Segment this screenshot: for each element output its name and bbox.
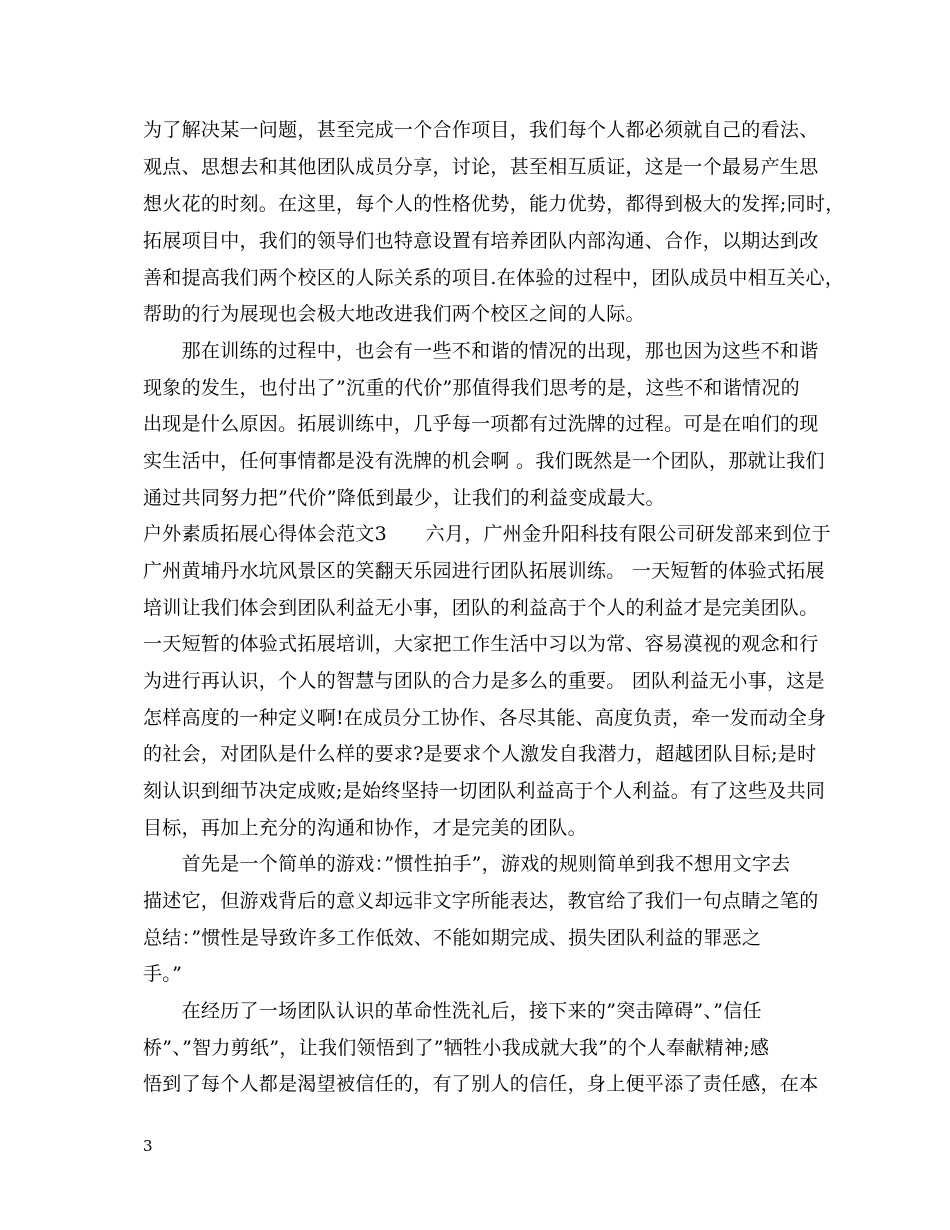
text-line: 现象的发生，也付出了”沉重的代价”那值得我们思考的是，这些不和谐情况的 xyxy=(143,377,800,399)
text-line: 培训让我们体会到团队利益无小事，团队的利益高于个人的利益才是完美团队。 xyxy=(143,597,819,619)
text-line: 在经历了一场团队认识的革命性洗礼后，接下来的”突击障碍”、”信任 xyxy=(143,1000,762,1022)
text-line: 总结：”惯性是导致许多工作低效、不能如期完成、损失团队利益的罪恶之 xyxy=(143,927,762,949)
text-line: 出现是什么原因。拓展训练中，几乎每一项都有过洗牌的过程。可是在咱们的现 xyxy=(143,413,819,435)
text-line: 首先是一个简单的游戏：”惯性拍手”，游戏的规则简单到我不想用文字去 xyxy=(143,853,791,875)
text-line: 实生活中，任何事情都是没有洗牌的机会啊 。我们既然是一个团队，那就让我们 xyxy=(143,450,825,472)
text-line: 为了解决某一问题，甚至完成一个合作项目，我们每个人都必须就自己的看法、 xyxy=(143,119,819,141)
text-line: 想火花的时刻。在这里，每个人的性格优势，能力优势，都得到极大的发挥;同时， xyxy=(143,193,845,215)
text-line: 拓展项目中，我们的领导们也特意设置有培养团队内部沟通、合作，以期达到改 xyxy=(143,230,819,252)
text-line: 帮助的行为展现也会极大地改进我们两个校区之间的人际。 xyxy=(143,303,645,325)
text-line: 广州黄埔丹水坑风景区的笑翻天乐园进行团队拓展训练。 一天短暂的体验式拓展 xyxy=(143,560,825,582)
page-number: 3 xyxy=(143,1137,153,1155)
text-line: 一天短暂的体验式拓展培训，大家把工作生活中习以为常、容易漠视的观念和行 xyxy=(143,633,819,655)
text-line: 刻认识到细节决定成败;是始终坚持一切团队利益高于个人利益。有了这些及共同 xyxy=(143,780,826,802)
text-line: 户外素质拓展心得体会范文3 六月，广州金升阳科技有限公司研发部来到位于 xyxy=(143,523,831,545)
text-line: 手。” xyxy=(143,963,183,985)
text-line: 善和提高我们两个校区的人际关系的项目.在体验的过程中，团队成员中相互关心， xyxy=(143,267,845,289)
text-line: 那在训练的过程中，也会有一些不和谐的情况的出现，那也因为这些不和谐 xyxy=(143,340,819,362)
text-line: 桥”、”智力剪纸”，让我们领悟到了”牺牲小我成就大我”的个人奉献精神;感 xyxy=(143,1037,770,1059)
text-line: 为进行再认识，个人的智慧与团队的合力是多么的重要。 团队利益无小事，这是 xyxy=(143,670,825,692)
text-line: 观点、思想去和其他团队成员分享，讨论，甚至相互质证，这是一个最易产生思 xyxy=(143,156,819,178)
text-line: 的社会，对团队是什么样的要求?是要求个人激发自我潜力，超越团队目标;是时 xyxy=(143,743,817,765)
text-line: 目标，再加上充分的沟通和协作，才是完美的团队。 xyxy=(143,817,587,839)
text-line: 怎样高度的一种定义啊!在成员分工协作、各尽其能、高度负责，牵一发而动全身 xyxy=(143,707,827,729)
text-line: 通过共同努力把”代价”降低到最少，让我们的利益变成最大。 xyxy=(143,487,665,509)
text-line: 悟到了每个人都是渴望被信任的，有了别人的信任，身上便平添了责任感，在本 xyxy=(143,1073,819,1095)
text-line: 描述它，但游戏背后的意义却远非文字所能表达，教官给了我们一句点睛之笔的 xyxy=(143,890,819,912)
